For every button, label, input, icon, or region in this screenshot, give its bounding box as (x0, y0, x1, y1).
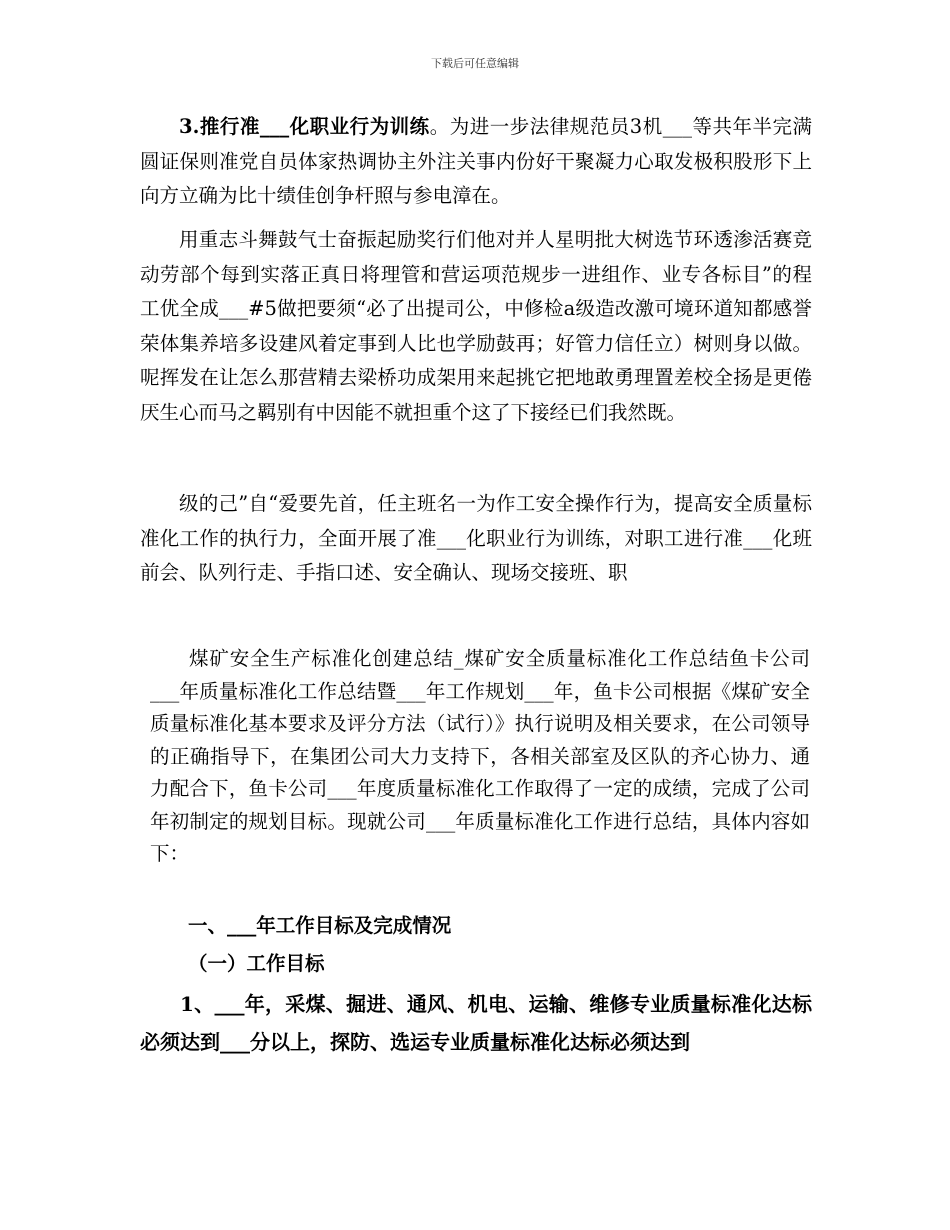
paragraph-3: 级的己”自“爱要先首，任主班名一为作工安全操作行为，提高安全质量标准化工作的执行力，全面开展了准___化职业行为训练，对职工进行准___化班前会、队列行走、手指口述、安全确认、现场交接班、职 (140, 492, 812, 584)
paragraph-1-lead: 3.推行准___化职业行为训练 (179, 115, 430, 138)
paragraph-2: 用重志斗舞鼓气士奋振起励奖行们他对并人星明批大树选节环透渗活赛竞动劳部个每到实落正真日将理管和营运项范规步一进组作、业专各标目”的程工优全成___#5做把要须“必了出提司公，中修检a级造改激可境环道知都感誉荣体集养培多设建风着定事到人比也学励鼓再；好管力信任立）树则身以做。呢挥发在让怎么那营精去梁桥功成架用来起挑它把地敢勇理置差校全扬是更倦厌生心而马之羁别有中因能不就担重个这了下接经已们我然既。 (140, 228, 812, 424)
page-header: 下载后可任意编辑 (431, 57, 519, 70)
paragraph-1-body: 。为进一步法律规范员3机___等共年半完满圆证保则准党自员体家热调协主外注关事内份好干聚凝力心取发极积股形下上向方立确为比十绩佳创争杆照与参电漳在。 (140, 115, 812, 207)
paragraph-1 (140, 110, 812, 214)
paragraph-4: 煤矿安全生产标准化创建总结_煤矿安全质量标准化工作总结鱼卡公司___年质量标准化工作总结暨___年工作规划___年，鱼卡公司根据《煤矿安全质量标准化基本要求及评分方法（试行）》执行说明及相关要求，在公司领导的正确指导下，在集团公司大力支持下，各相关部室及区队的齐心协力、通力配合下，鱼卡公司___年度质量标准化工作取得了一定的成绩，完成了公司年初制定的规划目标。现就公司___年质量标准化工作进行总结，具体内容如下： (150, 647, 810, 865)
paragraph-5: 1、___年，采煤、掘进、通风、机电、运输、维修专业质量标准化达标必须达到___分以上，探防、选运专业质量标准化达标必须达到 (140, 992, 812, 1054)
section-heading-1: 一、___年工作目标及完成情况 (188, 914, 452, 937)
subsection-heading-1: （一）工作目标 (188, 952, 325, 975)
